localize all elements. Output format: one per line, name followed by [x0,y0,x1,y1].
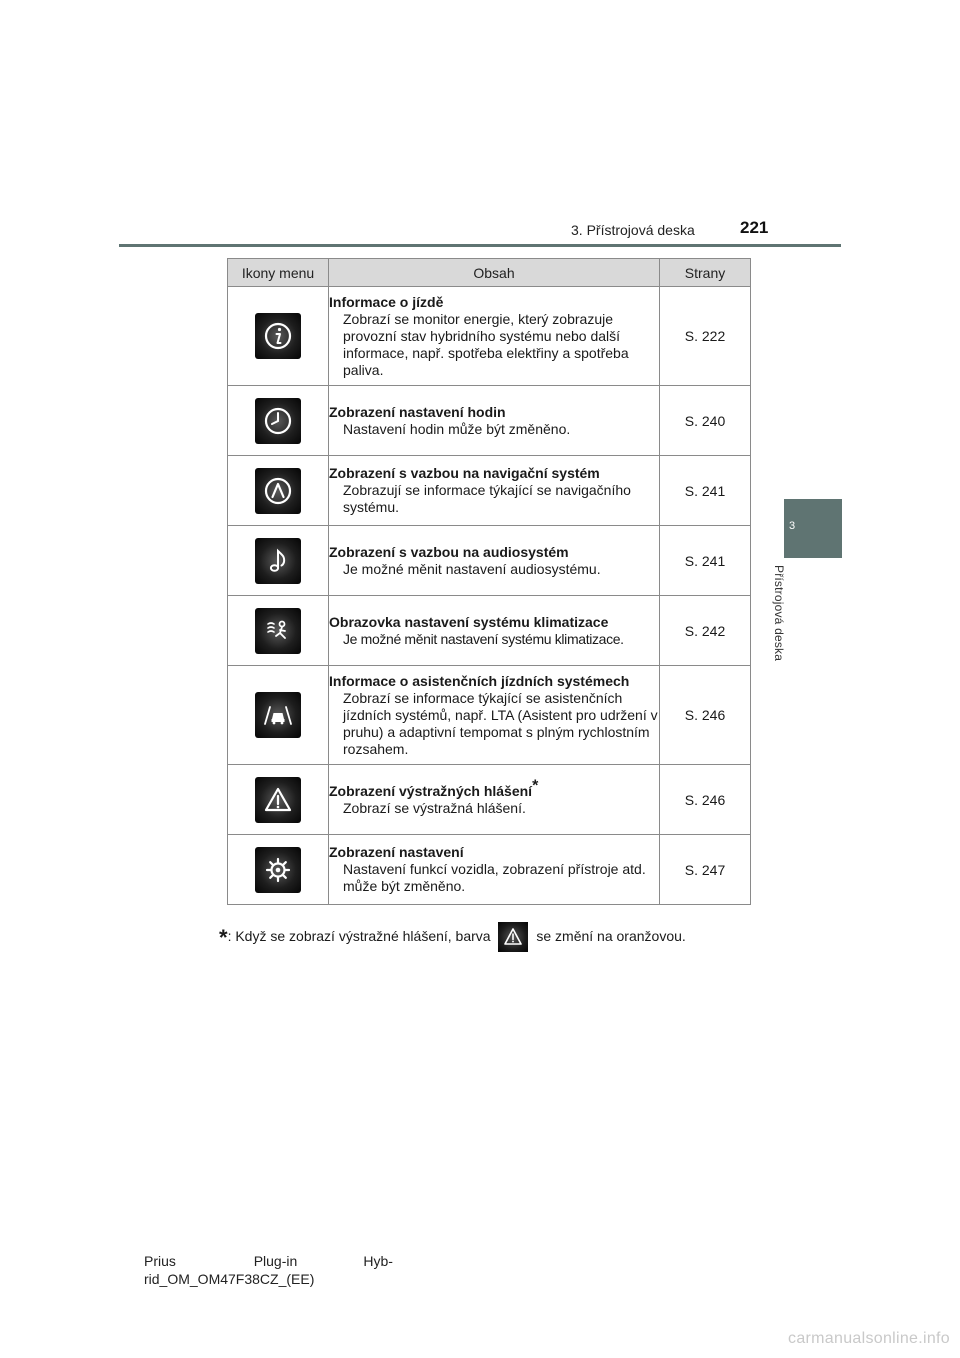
row-description: Zobrazí se informace týkající se asistenčních jízdních systémů, např. LTA (Asistent pro udržení v pruhu) a adaptivní tempomat s plným rychlostním rozsahem. [343,689,658,757]
row-description: Je možné měnit nastavení audiosystému. [343,560,601,577]
table-row [228,386,751,456]
chapter-number: 3 [788,520,796,532]
chapter-label: Přístrojová deska [772,565,786,662]
navigation-icon [255,468,301,514]
table-row [228,526,751,596]
row-title: Zobrazení nastavení [329,844,464,860]
page-reference: S. 241 [660,456,751,526]
page-reference: S. 241 [660,526,751,596]
column-header-icons: Ikony menu [228,259,329,287]
footnote-text-after: se změní na oranžovou. [536,928,686,944]
page-number: 221 [740,218,769,237]
row-title: Zobrazení s vazbou na audiosystém [329,543,569,560]
footnote-marker: * [532,776,539,794]
climate-icon [255,608,301,654]
footer-line-2: rid_OM_OM47F38CZ_(EE) [144,1271,315,1287]
column-header-content: Obsah [329,259,660,287]
row-description: Zobrazí se výstražná hlášení. [343,799,526,816]
row-title: Zobrazení nastavení hodin [329,403,506,420]
footnote [219,919,819,955]
table-header-row [228,259,751,287]
table-row [228,666,751,765]
warning-icon [498,922,528,952]
page-reference: S. 247 [660,835,751,905]
footnote-text-before: : Když se zobrazí výstražné hlášení, barva [227,928,491,944]
table-row [228,287,751,386]
page-reference: S. 240 [660,386,751,456]
info-icon [255,313,301,359]
row-description: Nastavení hodin může být změněno. [343,420,571,437]
page-reference: S. 246 [660,765,751,835]
column-header-pages: Strany [660,259,751,287]
header-divider [119,244,841,247]
clock-icon [255,398,301,444]
row-title: Informace o jízdě [329,293,444,310]
row-description: Zobrazí se monitor energie, který zobrazuje provozní stav hybridního systému nebo další informace, např. spotřeba elektřiny a spotřeba paliva. [343,310,629,378]
audio-icon [255,538,301,584]
page-reference: S. 246 [660,666,751,765]
driving-assist-icon [255,692,301,738]
footnote-marker: * [219,925,228,950]
row-title: Zobrazení výstražných hlášení [329,782,533,799]
warning-icon [255,777,301,823]
row-title: Obrazovka nastavení systému klimatizace [329,613,609,630]
table-row [228,596,751,666]
table-row [228,835,751,905]
settings-icon [255,847,301,893]
page-reference: S. 222 [660,287,751,386]
row-description: Zobrazují se informace týkající se navigačního systému. [343,482,631,515]
table-row [228,456,751,526]
watermark: carmanualsonline.info [788,1330,950,1347]
table-row [228,765,751,835]
footer-line-1: Prius Plug-in Hyb- [144,1253,393,1269]
row-description: Je možné měnit nastavení systému klimatizace. [343,630,624,647]
row-description: Nastavení funkcí vozidla, zobrazení přístroje atd. může být změněno. [343,861,646,894]
row-title: Informace o asistenčních jízdních systémech [329,672,630,689]
row-title: Zobrazení s vazbou na navigační systém [329,465,600,481]
menu-icons-table [227,258,751,905]
document-footer [144,1252,393,1288]
section-title: 3. Přístrojová deska [571,222,695,238]
page-reference: S. 242 [660,596,751,666]
